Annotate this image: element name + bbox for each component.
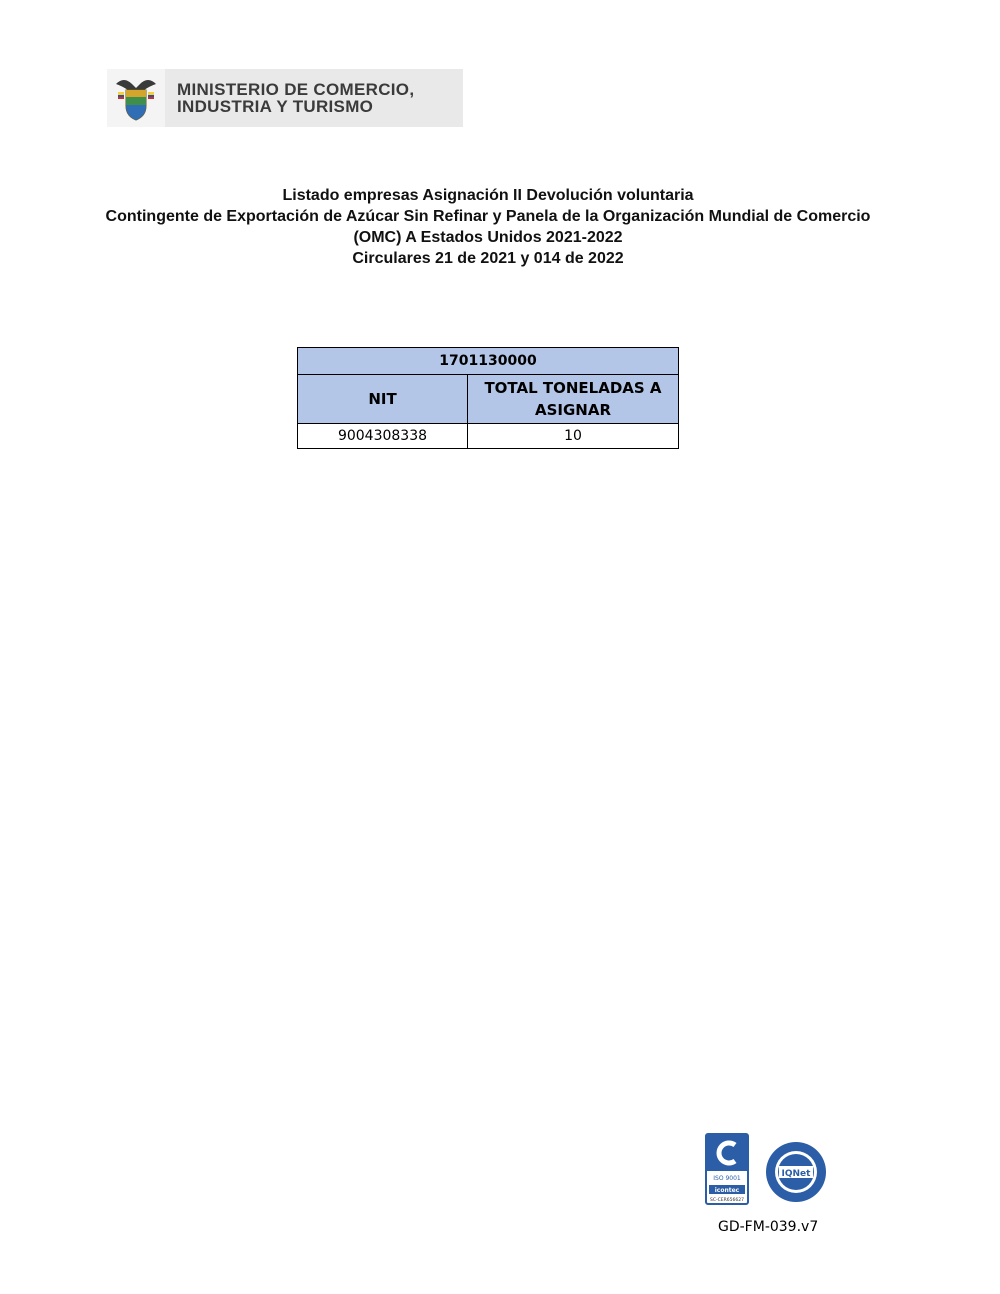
ministry-logo-banner — [107, 69, 463, 127]
form-code: GD-FM-039.v7 — [718, 1219, 819, 1235]
ministry-name-line1: MINISTERIO DE COMERCIO, — [177, 80, 415, 99]
cert-number: SC-CER656627 — [710, 1198, 744, 1203]
ministry-name-line2: INDUSTRIA Y TURISMO — [177, 97, 374, 116]
tariff-code-row — [298, 348, 679, 375]
tariff-code-cell: 1701130000 — [298, 348, 679, 375]
title-line-1: Listado empresas Asignación II Devolución voluntaria — [282, 187, 694, 204]
certification-logos — [705, 1133, 835, 1213]
nit-value: 9004308338 — [298, 424, 468, 449]
header-nit: NIT — [298, 375, 468, 424]
tons-value: 10 — [468, 424, 679, 449]
document-title — [40, 185, 936, 269]
header-total-tons: TOTAL TONELADAS A ASIGNAR — [468, 375, 679, 424]
iqnet-label: IQNet — [781, 1169, 811, 1179]
table-header-row — [298, 375, 679, 424]
title-line-3: (OMC) A Estados Unidos 2021-2022 — [353, 229, 623, 246]
title-line-4: Circulares 21 de 2021 y 014 de 2022 — [352, 250, 624, 267]
title-line-2: Contingente de Exportación de Azúcar Sin Refinar y Panela de la Organización Mundial de Comercio — [105, 208, 871, 225]
iqnet-icon — [765, 1141, 827, 1203]
allocation-table — [297, 347, 679, 449]
ministry-name — [177, 81, 414, 115]
iso-label: ISO 9001 — [713, 1175, 741, 1182]
icontec-label: icontec — [714, 1187, 740, 1194]
icontec-iso-icon — [705, 1133, 749, 1205]
coat-of-arms-icon — [107, 69, 165, 127]
table-row — [298, 424, 679, 449]
